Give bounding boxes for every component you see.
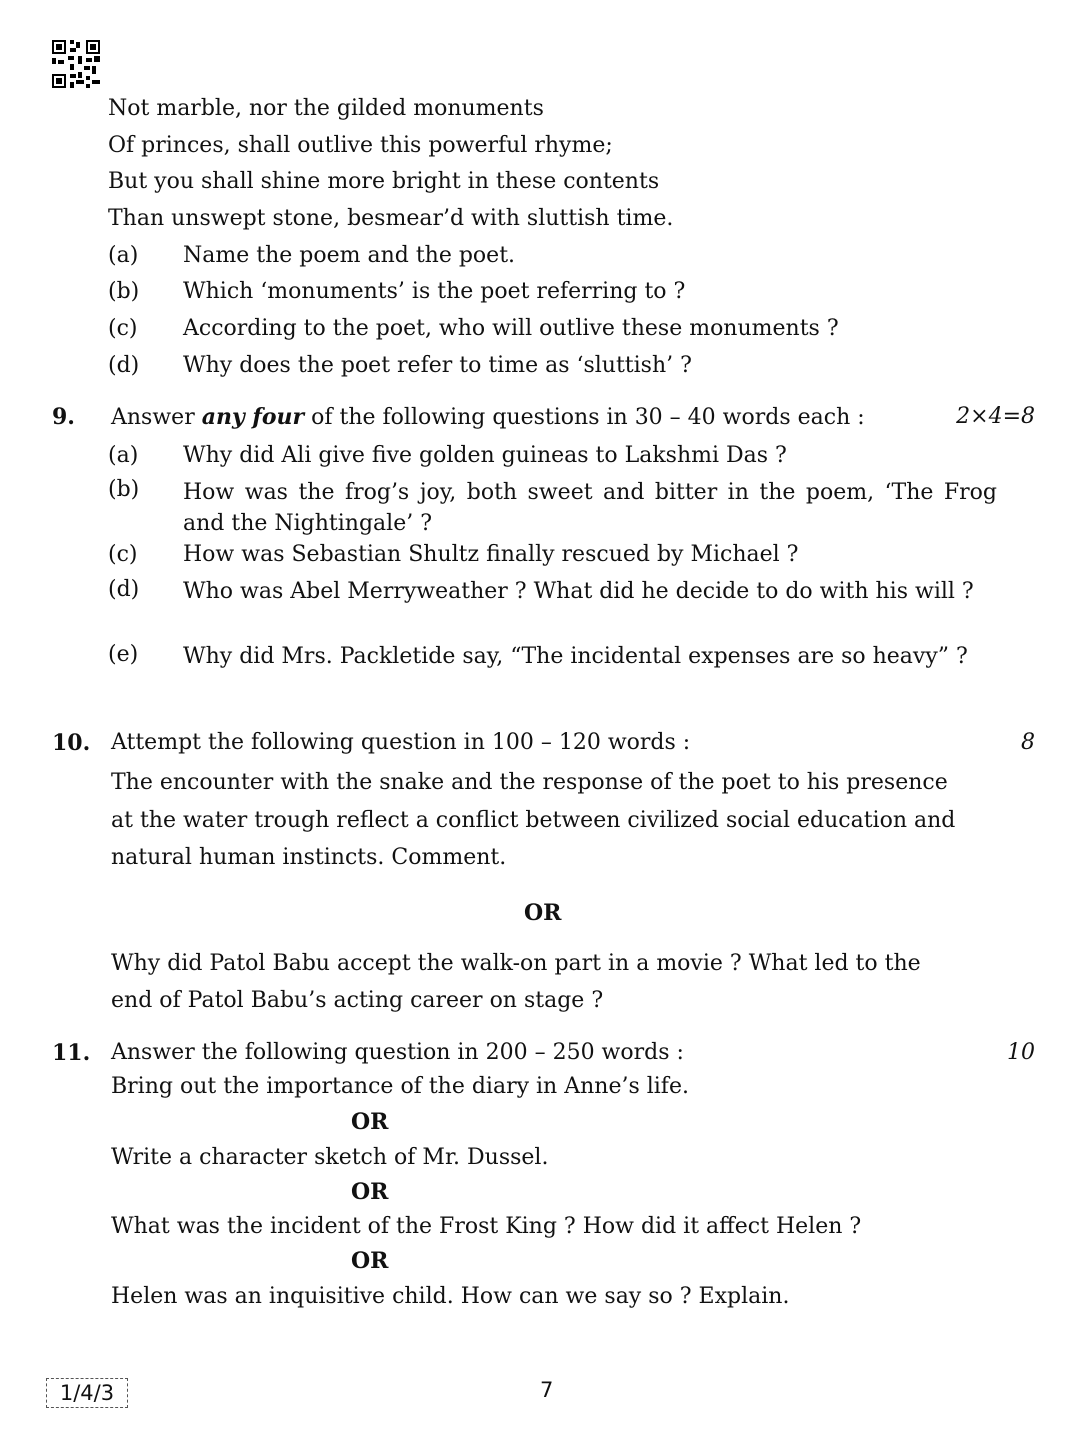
sub-question: Why does the poet refer to time as ‘sluttish’ ?: [183, 353, 692, 378]
poem-line: But you shall shine more bright in these contents: [108, 169, 660, 194]
sub-label: (d): [108, 353, 140, 378]
question-number: 9.: [52, 404, 75, 430]
poem-line: Than unswept stone, besmear’d with sluttish time.: [108, 206, 674, 231]
sub-label: (d): [108, 577, 140, 602]
sub-question: Why did Mrs. Packletide say, “The incidental expenses are so heavy” ?: [183, 644, 968, 669]
sub-question: Which ‘monuments’ is the poet referring to ?: [183, 279, 686, 304]
sub-question: Name the poem and the poet.: [183, 243, 516, 268]
question-option: Write a character sketch of Mr. Dussel.: [111, 1145, 549, 1170]
question-option: Bring out the importance of the diary in Anne’s life.: [111, 1074, 689, 1099]
sub-label: (b): [108, 279, 140, 304]
sub-question: Why did Ali give five golden guineas to Lakshmi Das ?: [183, 443, 787, 468]
poem-line: Of princes, shall outlive this powerful rhyme;: [108, 133, 613, 158]
or-divider: OR: [351, 1179, 389, 1205]
or-divider: OR: [351, 1109, 389, 1135]
sub-question: According to the poet, who will outlive these monuments ?: [183, 316, 839, 341]
question-number: 10.: [52, 730, 91, 756]
question-intro: Attempt the following question in 100 – 120 words :: [111, 730, 691, 755]
poem-line: Not marble, nor the gilded monuments: [108, 96, 544, 121]
question-intro: Answer any four of the following questions in 30 – 40 words each :: [111, 404, 865, 430]
or-divider: OR: [524, 900, 562, 926]
sub-label: (c): [108, 316, 138, 341]
marks: 2×4=8: [956, 404, 1035, 429]
sub-label: (e): [108, 642, 139, 667]
question-intro: Answer the following question in 200 – 250 words :: [111, 1040, 684, 1065]
or-divider: OR: [351, 1248, 389, 1274]
marks: 10: [1007, 1040, 1035, 1065]
question-option: What was the incident of the Frost King ? How did it affect Helen ?: [111, 1214, 862, 1239]
question-text: natural human instincts. Comment.: [111, 845, 507, 870]
question-text: The encounter with the snake and the response of the poet to his presence: [111, 770, 948, 795]
page-number: 7: [540, 1378, 554, 1402]
question-text: at the water trough reflect a conflict between civilized social education and: [111, 808, 956, 833]
question-text: Why did Patol Babu accept the walk-on part in a movie ? What led to the: [111, 951, 921, 976]
qr-code-icon: [52, 40, 100, 88]
marks: 8: [1021, 730, 1035, 755]
sub-label: (a): [108, 443, 139, 468]
sub-label: (c): [108, 542, 138, 567]
sub-question: Who was Abel Merryweather ? What did he decide to do with his will ?: [183, 579, 974, 604]
sub-question: How was the frog’s joy, both sweet and bitter in the poem, ‘The Frog and the Nightingale’ ?: [183, 480, 997, 536]
sub-label: (b): [108, 477, 140, 502]
paper-code: 1/4/3: [46, 1378, 128, 1408]
sub-label: (a): [108, 243, 139, 268]
question-option: Helen was an inquisitive child. How can we say so ? Explain.: [111, 1284, 790, 1309]
question-number: 11.: [52, 1040, 91, 1066]
sub-question: How was Sebastian Shultz finally rescued by Michael ?: [183, 542, 799, 567]
question-text: end of Patol Babu’s acting career on stage ?: [111, 988, 604, 1013]
